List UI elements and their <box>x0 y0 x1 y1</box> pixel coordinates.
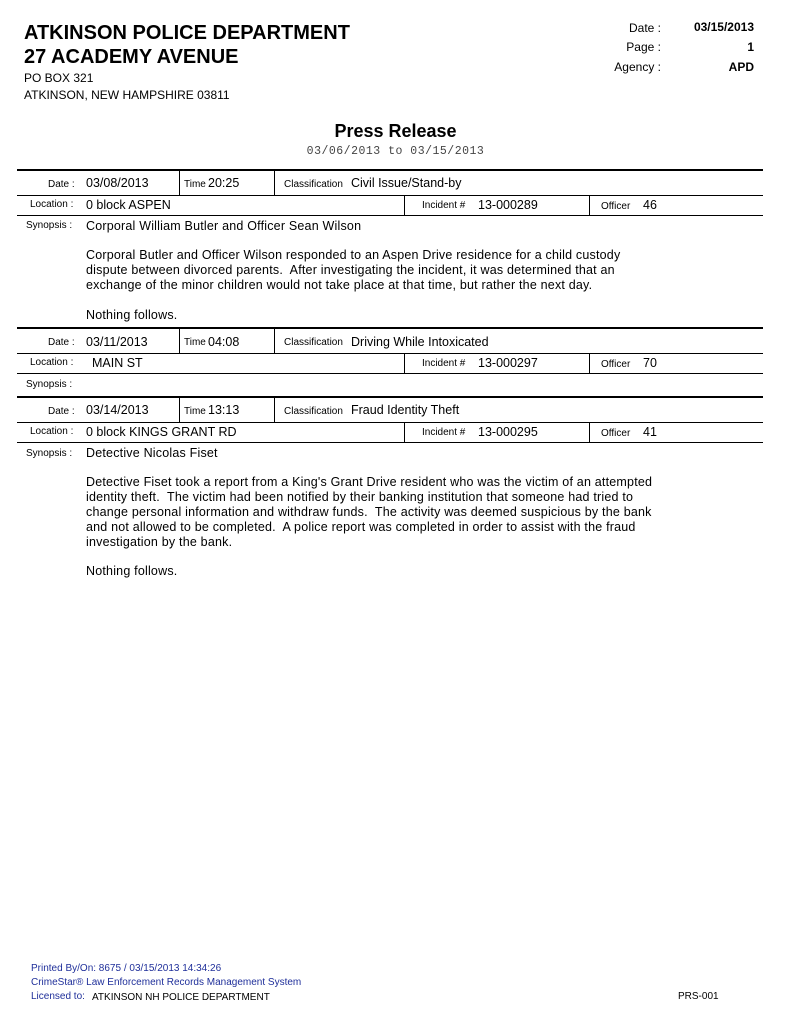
synopsis-closing: Nothing follows. <box>86 564 178 578</box>
date-label: Date : <box>48 179 75 190</box>
footer-licensed-label: Licensed to: <box>31 991 85 1002</box>
meta-page-value: 1 <box>747 40 754 54</box>
synopsis-officers: Detective Nicolas Fiset <box>86 446 218 460</box>
incident-label: Incident # <box>422 358 466 369</box>
synopsis-line: Detective Fiset took a report from a King's Grant Drive resident who was the victim of an attempted <box>86 475 653 489</box>
record-classification: Civil Issue/Stand-by <box>351 176 462 190</box>
officer-label: Officer <box>601 359 631 370</box>
column-divider <box>179 398 180 422</box>
synopsis-line: Corporal Butler and Officer Wilson responded to an Aspen Drive residence for a child custody <box>86 248 621 262</box>
column-divider <box>274 398 275 422</box>
record-incident: 13-000289 <box>478 198 538 212</box>
record-officer: 41 <box>643 425 657 439</box>
synopsis-label: Synopsis : <box>26 220 73 231</box>
record-divider <box>17 396 763 398</box>
record-divider <box>17 327 763 329</box>
record-time: 13:13 <box>208 403 240 417</box>
column-divider <box>179 329 180 353</box>
meta-page-label: Page : <box>626 40 661 54</box>
incident-label: Incident # <box>422 200 466 211</box>
record-location: 0 block ASPEN <box>86 198 171 212</box>
record-classification: Driving While Intoxicated <box>351 335 489 349</box>
record-date: 03/11/2013 <box>86 335 148 349</box>
record-location: 0 block KINGS GRANT RD <box>86 425 237 439</box>
footer-licensed-value: ATKINSON NH POLICE DEPARTMENT <box>92 992 270 1003</box>
classification-label: Classification <box>284 179 343 190</box>
column-divider <box>274 171 275 195</box>
record-incident: 13-000297 <box>478 356 538 370</box>
department-pobox: PO BOX 321 <box>24 71 94 85</box>
record-officer: 46 <box>643 198 657 212</box>
location-label: Location : <box>30 426 74 437</box>
record-location: MAIN ST <box>92 356 143 370</box>
meta-agency-value: APD <box>728 60 754 74</box>
synopsis-officers: Corporal William Butler and Officer Sean Wilson <box>86 219 362 233</box>
classification-label: Classification <box>284 337 343 348</box>
column-divider <box>589 354 590 373</box>
column-divider <box>589 423 590 442</box>
location-label: Location : <box>30 199 74 210</box>
officer-label: Officer <box>601 428 631 439</box>
record-time: 04:08 <box>208 335 240 349</box>
synopsis-line: identity theft. The victim had been notified by their banking institution that someone had tried to <box>86 490 634 504</box>
row-divider <box>17 353 763 354</box>
record-date: 03/08/2013 <box>86 176 149 190</box>
column-divider <box>404 354 405 373</box>
synopsis-line: exchange of the minor children would not take place at that time, but rather the next day. <box>86 278 593 292</box>
department-street: 27 ACADEMY AVENUE <box>24 46 239 68</box>
column-divider <box>404 196 405 215</box>
record-date: 03/14/2013 <box>86 403 149 417</box>
column-divider <box>274 329 275 353</box>
date-label: Date : <box>48 406 75 417</box>
time-label: Time <box>184 179 206 190</box>
synopsis-line: change personal information and withdraw funds. The activity was deemed suspicious by the bank <box>86 505 652 519</box>
footer-printed-by: Printed By/On: 8675 / 03/15/2013 14:34:26 <box>31 963 222 974</box>
page-title: Press Release <box>334 121 457 141</box>
footer-form-code: PRS-001 <box>678 991 719 1002</box>
column-divider <box>404 423 405 442</box>
time-label: Time <box>184 406 206 417</box>
row-divider <box>17 215 763 216</box>
row-divider <box>17 422 763 423</box>
record-classification: Fraud Identity Theft <box>351 403 460 417</box>
footer-system: CrimeStar® Law Enforcement Records Management System <box>31 977 302 988</box>
meta-date-value: 03/15/2013 <box>693 20 754 34</box>
incident-label: Incident # <box>422 427 466 438</box>
row-divider <box>17 195 763 196</box>
synopsis-line: dispute between divorced parents. After investigating the incident, it was determined that an <box>86 263 615 277</box>
record-incident: 13-000295 <box>478 425 538 439</box>
row-divider <box>17 373 763 374</box>
record-officer: 70 <box>643 356 657 370</box>
location-label: Location : <box>30 357 74 368</box>
date-label: Date : <box>48 337 75 348</box>
classification-label: Classification <box>284 406 343 417</box>
synopsis-label: Synopsis : <box>26 448 73 459</box>
column-divider <box>179 171 180 195</box>
record-divider <box>17 169 763 171</box>
synopsis-line: investigation by the bank. <box>86 535 233 549</box>
column-divider <box>589 196 590 215</box>
meta-date-label: Date : <box>628 21 661 35</box>
synopsis-label: Synopsis : <box>26 379 73 390</box>
synopsis-line: and not allowed to be completed. A police report was completed in order to assist with the fraud <box>86 520 636 534</box>
time-label: Time <box>184 337 206 348</box>
officer-label: Officer <box>601 201 631 212</box>
meta-agency-label: Agency : <box>614 60 661 74</box>
row-divider <box>17 442 763 443</box>
date-range: 03/06/2013 to 03/15/2013 <box>306 145 485 158</box>
department-name: ATKINSON POLICE DEPARTMENT <box>24 22 350 44</box>
record-time: 20:25 <box>208 176 240 190</box>
synopsis-closing: Nothing follows. <box>86 308 178 322</box>
department-city: ATKINSON, NEW HAMPSHIRE 03811 <box>24 88 230 102</box>
